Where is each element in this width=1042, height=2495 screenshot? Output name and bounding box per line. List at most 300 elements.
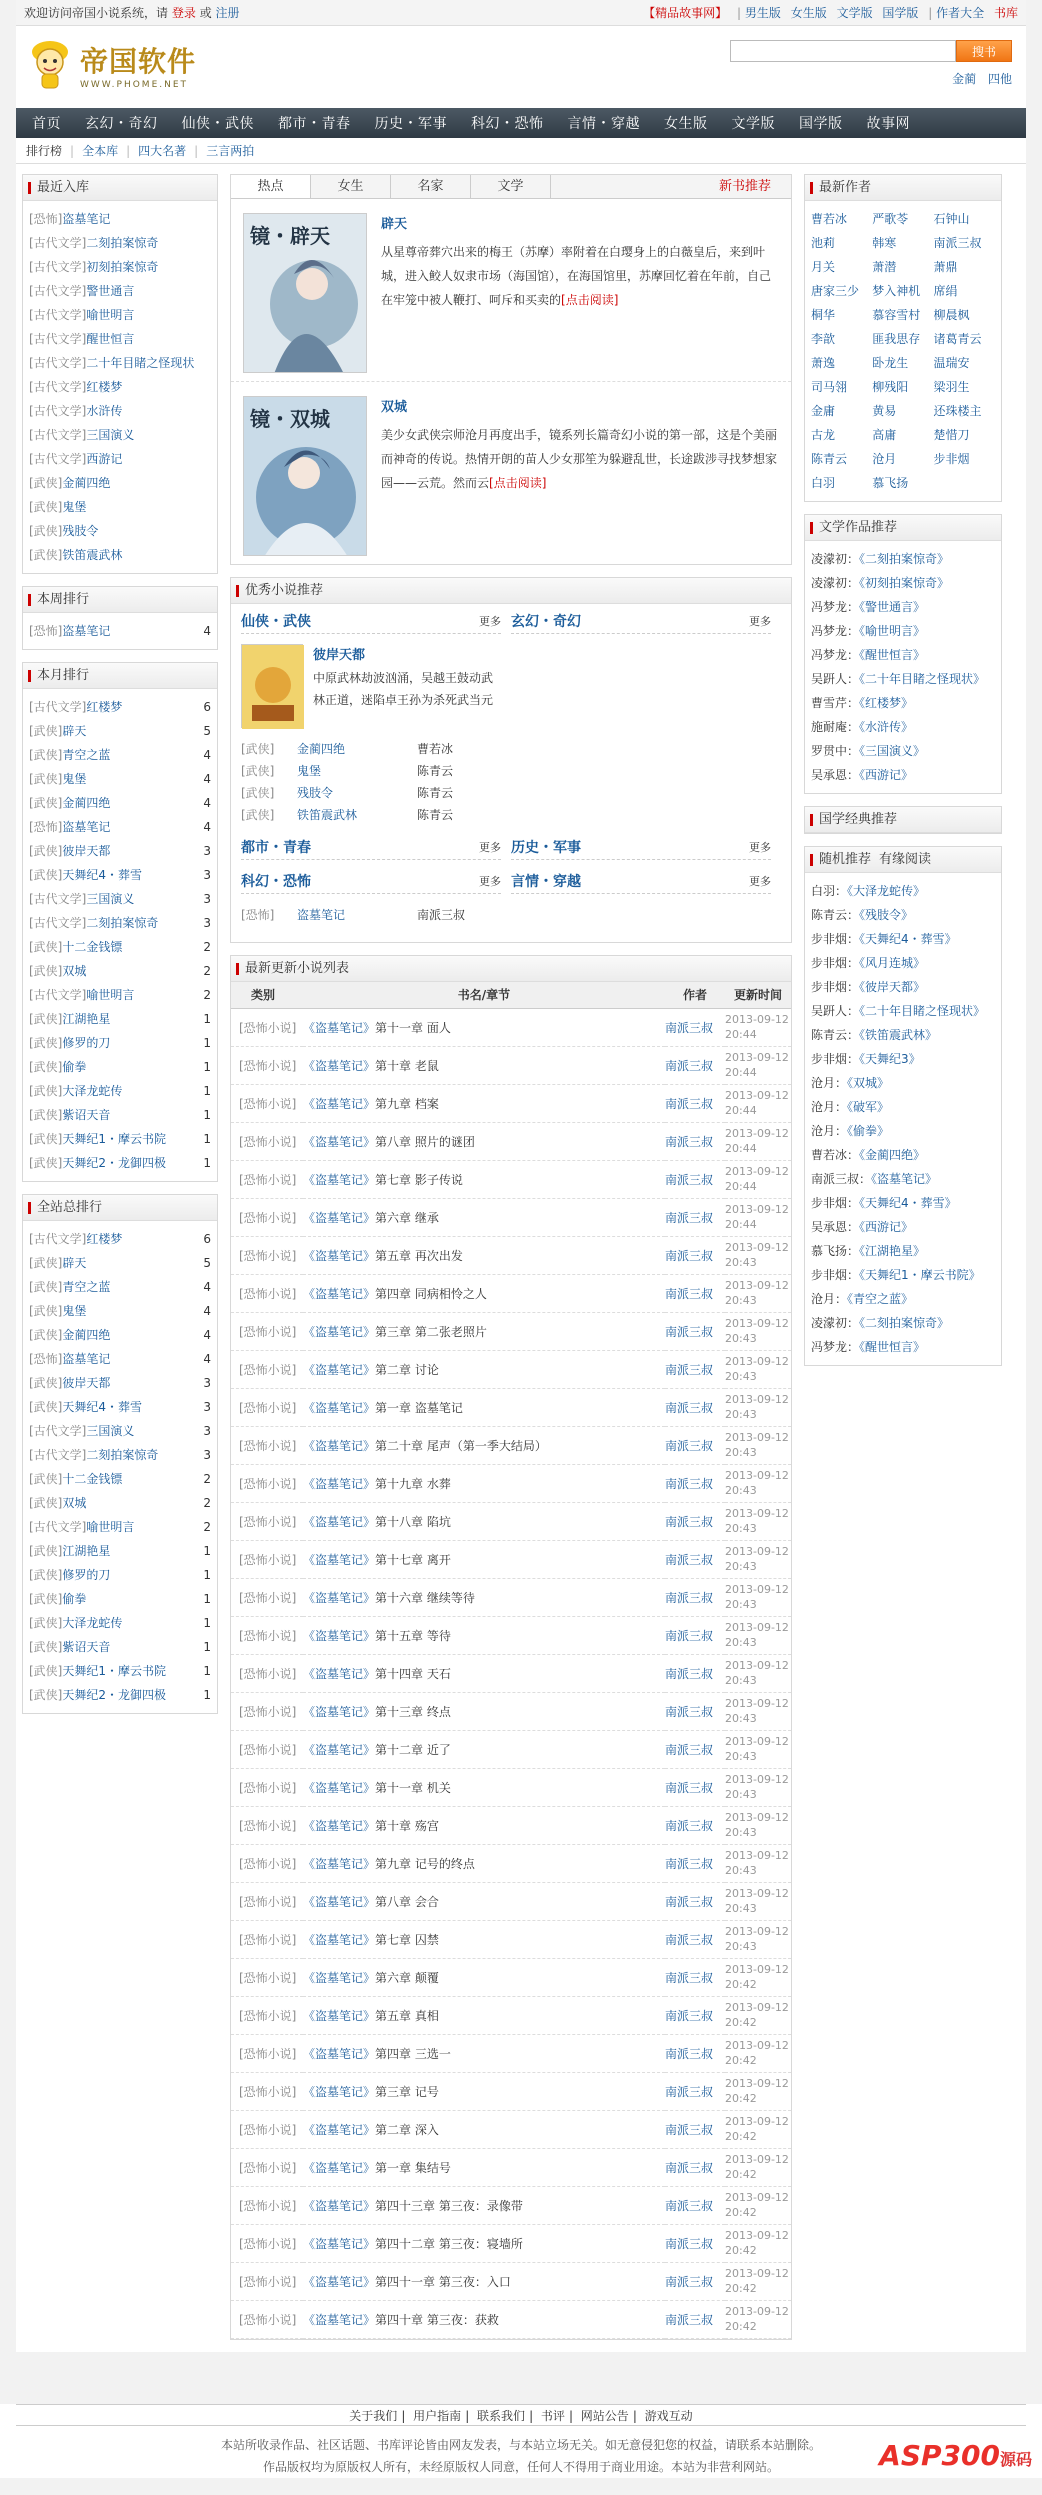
row-category[interactable]: [恐怖小说] [231,2224,303,2262]
row-category[interactable]: [恐怖小说] [231,1312,303,1350]
item-author[interactable]: 冯梦龙： [811,624,860,638]
row-author[interactable]: 南派三叔 [665,1578,725,1616]
row-author[interactable]: 南派三叔 [665,1502,725,1540]
genre-book-title[interactable]: 彼岸天都 [313,648,366,663]
row-book-title[interactable]: 《盗墓笔记》 [303,2160,376,2175]
author-link[interactable]: 卧龙生 [872,356,909,370]
row-author[interactable]: 陈青云 [417,786,454,800]
row-author[interactable]: 南派三叔 [665,2072,725,2110]
subnav-classics[interactable]: 四大名著 [138,144,187,158]
row-chapter[interactable]: 第八章 会合 [375,1894,439,1909]
item-title[interactable]: 大泽龙蛇传 [62,1616,123,1630]
featured-title-2[interactable]: 双城 [381,400,408,415]
tab-female[interactable]: 女生 [311,175,391,198]
row-category[interactable]: [恐怖小说] [231,1046,303,1084]
item-author[interactable]: 冯梦龙： [811,648,860,662]
row-book-title[interactable]: 《盗墓笔记》 [303,1590,376,1605]
row-author[interactable]: 陈青云 [417,808,454,822]
item-author[interactable]: 冯梦龙： [811,1340,860,1354]
item-title[interactable]: 《江湖艳星》 [859,1244,926,1258]
genre-name[interactable]: 言情・穿越 [511,874,581,890]
tab-hot[interactable]: 热点 [231,175,311,198]
row-chapter[interactable]: 第二十章 尾声（第一季大结局） [375,1438,547,1453]
item-title[interactable]: 《天舞纪4・葬雪》 [859,932,957,946]
item-title[interactable]: 《天舞纪3》 [859,1052,921,1066]
featured-title-1[interactable]: 辟天 [381,217,408,232]
author-link[interactable]: 白羽 [811,476,836,490]
row-book-title[interactable]: 《盗墓笔记》 [303,1172,376,1187]
row-book-title[interactable]: 《盗墓笔记》 [303,1932,376,1947]
subnav-ranking[interactable]: 排行榜 [26,144,63,158]
item-author[interactable]: 曹若冰： [811,1148,860,1162]
top-link-authors[interactable]: 作者大全 [936,6,985,20]
row-chapter[interactable]: 第九章 记号的终点 [375,1856,475,1871]
item-author[interactable]: 沧月： [811,1292,848,1306]
row-author[interactable]: 南派三叔 [665,2034,725,2072]
author-link[interactable]: 温瑞安 [933,356,970,370]
item-title[interactable]: 《天舞纪4・葬雪》 [859,1196,957,1210]
row-chapter[interactable]: 第一章 集结号 [375,2160,451,2175]
row-category[interactable]: [恐怖小说] [231,1464,303,1502]
book-cover-2[interactable] [243,396,367,556]
row-category[interactable]: [恐怖小说] [231,1426,303,1464]
row-author[interactable]: 曹若冰 [417,742,454,756]
row-author[interactable]: 南派三叔 [665,1920,725,1958]
row-chapter[interactable]: 第十九章 水葬 [375,1476,451,1491]
genre-name[interactable]: 仙侠・武侠 [241,614,311,630]
row-book-title[interactable]: 《盗墓笔记》 [303,1780,376,1795]
row-chapter[interactable]: 第二章 讨论 [375,1362,439,1377]
item-author[interactable]: 凌濛初： [811,552,860,566]
item-title[interactable]: 天舞纪2・龙御四极 [62,1688,167,1702]
item-title[interactable]: 江湖艳星 [62,1012,111,1026]
row-chapter[interactable]: 第四章 同病相怜之人 [375,1286,487,1301]
item-title[interactable]: 修罗的刀 [62,1568,111,1582]
item-title[interactable]: 《金蔺四绝》 [859,1148,926,1162]
item-title[interactable]: 西游记 [86,452,123,466]
item-title[interactable]: 偷拳 [62,1060,87,1074]
item-title[interactable]: 鬼堡 [62,1304,87,1318]
item-author[interactable]: 凌濛初： [811,1316,860,1330]
row-book-title[interactable]: 《盗墓笔记》 [303,2122,376,2137]
item-author[interactable]: 沧月： [811,1100,848,1114]
item-author[interactable]: 步非烟： [811,1052,860,1066]
author-link[interactable]: 月关 [811,260,836,274]
nav-lishi[interactable]: 历史・军事 [374,116,447,132]
item-author[interactable]: 吴趼人： [811,1004,860,1018]
read-link-2[interactable]: [点击阅读] [489,476,547,490]
author-link[interactable]: 石钟山 [933,212,970,226]
item-title[interactable]: 天舞纪2・龙御四极 [62,1156,167,1170]
row-book-title[interactable]: 《盗墓笔记》 [303,1970,376,1985]
item-title[interactable]: 喻世明言 [86,1520,135,1534]
item-title[interactable]: 天舞纪4・葬雪 [62,1400,143,1414]
item-author[interactable]: 南派三叔： [811,1172,872,1186]
row-book-title[interactable]: 《盗墓笔记》 [303,1058,376,1073]
item-author[interactable]: 步非烟： [811,956,860,970]
item-title[interactable]: 十二金钱镖 [62,940,123,954]
item-title[interactable]: 铁笛震武林 [62,548,123,562]
row-author[interactable]: 南派三叔 [665,2186,725,2224]
item-title[interactable]: 辟天 [62,1256,87,1270]
row-category[interactable]: [恐怖小说] [231,1844,303,1882]
row-author[interactable]: 陈青云 [417,764,454,778]
row-category[interactable]: [恐怖小说] [231,2110,303,2148]
author-link[interactable]: 金庸 [811,404,836,418]
row-book-title[interactable]: 《盗墓笔记》 [303,1666,376,1681]
tab-famous[interactable]: 名家 [391,175,471,198]
row-author[interactable]: 南派三叔 [665,1768,725,1806]
item-author[interactable]: 陈青云： [811,908,860,922]
row-book-title[interactable]: 《盗墓笔记》 [303,2236,376,2251]
author-link[interactable]: 唐家三少 [811,284,860,298]
item-title[interactable]: 《盗墓笔记》 [871,1172,938,1186]
item-author[interactable]: 吴承恩： [811,1220,860,1234]
item-title[interactable]: 《偷拳》 [847,1124,890,1138]
author-link[interactable]: 还珠楼主 [933,404,982,418]
item-title[interactable]: 《醒世恒言》 [859,1340,926,1354]
item-author[interactable]: 步非烟： [811,1268,860,1282]
author-link[interactable]: 池莉 [811,236,836,250]
row-book-title[interactable]: 《盗墓笔记》 [303,1248,376,1263]
row-book-title[interactable]: 《盗墓笔记》 [303,1096,376,1111]
row-author[interactable]: 南派三叔 [665,2300,725,2338]
row-chapter[interactable]: 第三章 记号 [375,2084,439,2099]
item-title[interactable]: 《西游记》 [859,768,914,782]
item-title[interactable]: 《残肢令》 [859,908,914,922]
row-category[interactable]: [恐怖小说] [231,1236,303,1274]
row-book-title[interactable]: 《盗墓笔记》 [303,2274,376,2289]
genre-name[interactable]: 科幻・恐怖 [241,874,311,890]
row-category[interactable]: [恐怖小说] [231,1768,303,1806]
row-category[interactable]: [恐怖小说] [231,1692,303,1730]
row-book-title[interactable]: 《盗墓笔记》 [303,1210,376,1225]
item-title[interactable]: 彼岸天都 [62,844,111,858]
more-link[interactable]: 更多 [749,875,771,888]
read-link-1[interactable]: [点击阅读] [561,293,619,307]
item-title[interactable]: 盗墓笔记 [62,1352,111,1366]
item-title[interactable]: 盗墓笔记 [62,820,111,834]
row-book-title[interactable]: 《盗墓笔记》 [303,1514,376,1529]
search-button[interactable]: 搜书 [956,40,1012,62]
row-author[interactable]: 南派三叔 [665,1198,725,1236]
featured-site-link[interactable]: 【精品故事网】 [643,6,728,20]
row-author[interactable]: 南派三叔 [665,1312,725,1350]
item-title[interactable]: 《二刻拍案惊奇》 [859,1316,950,1330]
row-book-title[interactable]: 《盗墓笔记》 [303,1134,376,1149]
row-category[interactable]: [恐怖小说] [231,1198,303,1236]
row-book-title[interactable]: 《盗墓笔记》 [303,1856,376,1871]
row-chapter[interactable]: 第十章 殇宫 [375,1818,439,1833]
row-chapter[interactable]: 第十章 老鼠 [375,1058,439,1073]
row-author[interactable]: 南派三叔 [665,1958,725,1996]
row-author[interactable]: 南派三叔 [665,1654,725,1692]
row-category[interactable]: [恐怖小说] [231,1084,303,1122]
row-author[interactable]: 南派三叔 [665,1806,725,1844]
row-book-title[interactable]: 《盗墓笔记》 [303,1742,376,1757]
row-category[interactable]: [恐怖小说] [231,1274,303,1312]
footer-link-contact[interactable]: 联系我们 [477,2409,526,2423]
row-category[interactable]: [恐怖小说] [231,1350,303,1388]
nav-story[interactable]: 故事网 [866,116,910,132]
item-title[interactable]: 三国演义 [86,892,135,906]
item-title[interactable]: 喻世明言 [86,308,135,322]
item-title[interactable]: 醒世恒言 [86,332,135,346]
row-category[interactable]: [恐怖小说] [231,1920,303,1958]
row-chapter[interactable]: 第三章 第二张老照片 [375,1324,487,1339]
item-title[interactable]: 红楼梦 [86,1232,123,1246]
item-title[interactable]: 二十年目睹之怪现状 [86,356,195,370]
row-chapter[interactable]: 第四十一章 第三夜：入口 [375,2274,511,2289]
row-book-title[interactable]: 《盗墓笔记》 [303,2198,376,2213]
row-category[interactable]: [恐怖小说] [231,1654,303,1692]
row-title[interactable]: 残肢令 [297,786,334,800]
author-link[interactable]: 柳残阳 [872,380,909,394]
item-author[interactable]: 陈青云： [811,1028,860,1042]
item-title[interactable]: 鬼堡 [62,772,87,786]
row-chapter[interactable]: 第十六章 继续等待 [375,1590,475,1605]
author-link[interactable]: 步非烟 [933,452,970,466]
row-category[interactable]: [恐怖小说] [231,1160,303,1198]
subnav-sanyan[interactable]: 三言两拍 [206,144,255,158]
item-title[interactable]: 《初刻拍案惊奇》 [859,576,950,590]
item-title[interactable]: 二刻拍案惊奇 [86,916,159,930]
item-title[interactable]: 《天舞纪1・摩云书院》 [859,1268,981,1282]
row-book-title[interactable]: 《盗墓笔记》 [303,1552,376,1567]
item-title[interactable]: 红楼梦 [86,700,123,714]
item-title[interactable]: 金蔺四绝 [62,1328,111,1342]
top-link-literature[interactable]: 文学版 [836,6,873,20]
footer-link-review[interactable]: 书评 [540,2409,565,2423]
row-author[interactable]: 南派三叔 [665,1844,725,1882]
item-title[interactable]: 双城 [62,1496,87,1510]
footer-link-game[interactable]: 游戏互动 [644,2409,693,2423]
row-book-title[interactable]: 《盗墓笔记》 [303,1704,376,1719]
nav-xuanhuan[interactable]: 玄幻・奇幻 [85,116,158,132]
row-author[interactable]: 南派三叔 [417,908,466,922]
item-title[interactable]: 《红楼梦》 [859,696,914,710]
row-book-title[interactable]: 《盗墓笔记》 [303,2084,376,2099]
row-author[interactable]: 南派三叔 [665,1084,725,1122]
item-title[interactable]: 《西游记》 [859,1220,914,1234]
item-title[interactable]: 《破军》 [847,1100,890,1114]
row-chapter[interactable]: 第十八章 陷坑 [375,1514,451,1529]
more-link[interactable]: 更多 [479,841,501,854]
row-category[interactable]: [恐怖小说] [231,1388,303,1426]
row-author[interactable]: 南派三叔 [665,1350,725,1388]
row-author[interactable]: 南派三叔 [665,2110,725,2148]
item-title[interactable]: 彼岸天都 [62,1376,111,1390]
row-chapter[interactable]: 第六章 继承 [375,1210,439,1225]
item-author[interactable]: 沧月： [811,1076,848,1090]
row-category[interactable]: [恐怖小说] [231,1122,303,1160]
row-chapter[interactable]: 第四章 三选一 [375,2046,451,2061]
row-category[interactable]: [恐怖小说] [231,1730,303,1768]
row-category[interactable]: [恐怖小说] [231,2072,303,2110]
row-chapter[interactable]: 第十一章 机关 [375,1780,451,1795]
item-title[interactable]: 鬼堡 [62,500,87,514]
row-category[interactable]: [恐怖小说] [231,1882,303,1920]
item-title[interactable]: 江湖艳星 [62,1544,111,1558]
item-title[interactable]: 青空之蓝 [62,748,111,762]
nav-literature[interactable]: 文学版 [731,116,775,132]
item-title[interactable]: 水浒传 [86,404,123,418]
row-author[interactable]: 南派三叔 [665,1996,725,2034]
author-link[interactable]: 韩寒 [872,236,897,250]
row-book-title[interactable]: 《盗墓笔记》 [303,2008,376,2023]
nav-home[interactable]: 首页 [32,116,61,132]
row-author[interactable]: 南派三叔 [665,2262,725,2300]
item-author[interactable]: 曹雪芹： [811,696,860,710]
item-title[interactable]: 警世通言 [86,284,135,298]
row-category[interactable]: [恐怖小说] [231,2262,303,2300]
row-book-title[interactable]: 《盗墓笔记》 [303,1020,376,1035]
row-book-title[interactable]: 《盗墓笔记》 [303,1362,376,1377]
author-link[interactable]: 李歆 [811,332,836,346]
item-title[interactable]: 金蔺四绝 [62,796,111,810]
item-title[interactable]: 《双城》 [847,1076,890,1090]
row-chapter[interactable]: 第五章 真相 [375,2008,439,2023]
item-title[interactable]: 《风月连城》 [859,956,926,970]
author-link[interactable]: 匪我思存 [872,332,921,346]
item-title[interactable]: 《水浒传》 [859,720,914,734]
subnav-complete[interactable]: 全本库 [82,144,119,158]
author-link[interactable]: 桐华 [811,308,836,322]
nav-xianxia[interactable]: 仙侠・武侠 [181,116,254,132]
item-title[interactable]: 紫诏天音 [62,1108,111,1122]
more-link[interactable]: 更多 [479,615,501,628]
row-category[interactable]: [恐怖小说] [231,2186,303,2224]
item-title[interactable]: 《青空之蓝》 [847,1292,914,1306]
more-link[interactable]: 更多 [479,875,501,888]
row-category[interactable]: [恐怖小说] [231,1806,303,1844]
item-title[interactable]: 天舞纪1・摩云书院 [62,1132,167,1146]
search-input[interactable] [730,40,956,62]
tab-literature[interactable]: 文学 [471,175,551,198]
lang-link-1[interactable]: 金蔺 [952,72,977,86]
row-chapter[interactable]: 第十二章 近了 [375,1742,451,1757]
row-author[interactable]: 南派三叔 [665,1882,725,1920]
author-link[interactable]: 萧潜 [872,260,897,274]
item-title[interactable]: 《彼岸天都》 [859,980,926,994]
top-link-female[interactable]: 女生版 [790,6,827,20]
row-author[interactable]: 南派三叔 [665,1122,725,1160]
row-author[interactable]: 南派三叔 [665,1616,725,1654]
item-title[interactable]: 天舞纪4・葬雪 [62,868,143,882]
nav-kehuan[interactable]: 科幻・恐怖 [471,116,544,132]
item-author[interactable]: 步非烟： [811,932,860,946]
author-link[interactable]: 司马翎 [811,380,848,394]
row-author[interactable]: 南派三叔 [665,2224,725,2262]
genre-book-cover[interactable] [241,644,303,728]
row-category[interactable]: [恐怖小说] [231,1958,303,1996]
row-chapter[interactable]: 第十四章 天石 [375,1666,451,1681]
nav-yanqing[interactable]: 言情・穿越 [567,116,640,132]
item-title[interactable]: 《二十年目睹之怪现状》 [859,1004,986,1018]
row-category[interactable]: [恐怖小说] [231,1996,303,2034]
item-title[interactable]: 金蔺四绝 [62,476,111,490]
row-book-title[interactable]: 《盗墓笔记》 [303,1438,376,1453]
row-chapter[interactable]: 第一章 盗墓笔记 [375,1400,463,1415]
item-author[interactable]: 吴趼人： [811,672,860,686]
row-chapter[interactable]: 第六章 颠覆 [375,1970,439,1985]
author-link[interactable]: 陈青云 [811,452,848,466]
author-link[interactable]: 梦入神机 [872,284,921,298]
row-category[interactable]: [恐怖小说] [231,1578,303,1616]
item-author[interactable]: 罗贯中： [811,744,860,758]
item-author[interactable]: 步非烟： [811,980,860,994]
row-category[interactable]: [恐怖小说] [231,1008,303,1046]
row-chapter[interactable]: 第十一章 面人 [375,1020,451,1035]
item-title[interactable]: 三国演义 [86,428,135,442]
more-link[interactable]: 更多 [749,615,771,628]
item-title[interactable]: 紫诏天音 [62,1640,111,1654]
register-link[interactable]: 注册 [215,6,240,20]
row-book-title[interactable]: 《盗墓笔记》 [303,1286,376,1301]
item-title[interactable]: 《三国演义》 [859,744,926,758]
item-author[interactable]: 步非烟： [811,1196,860,1210]
item-title[interactable]: 大泽龙蛇传 [62,1084,123,1098]
footer-link-guide[interactable]: 用户指南 [413,2409,462,2423]
row-book-title[interactable]: 《盗墓笔记》 [303,2312,376,2327]
item-title[interactable]: 《二刻拍案惊奇》 [859,552,950,566]
row-chapter[interactable]: 第七章 囚禁 [375,1932,439,1947]
author-link[interactable]: 曹若冰 [811,212,848,226]
row-title[interactable]: 铁笛震武林 [297,808,358,822]
item-title[interactable]: 双城 [62,964,87,978]
row-author[interactable]: 南派三叔 [665,1388,725,1426]
row-book-title[interactable]: 《盗墓笔记》 [303,2046,376,2061]
author-link[interactable]: 诸葛青云 [933,332,982,346]
row-category[interactable]: [恐怖小说] [231,1502,303,1540]
author-link[interactable]: 慕飞扬 [872,476,909,490]
item-title[interactable]: 偷拳 [62,1592,87,1606]
item-title[interactable]: 二刻拍案惊奇 [86,236,159,250]
row-author[interactable]: 南派三叔 [665,1426,725,1464]
item-title[interactable]: 二刻拍案惊奇 [86,1448,159,1462]
row-category[interactable]: [恐怖小说] [231,1616,303,1654]
item-title[interactable]: 天舞纪1・摩云书院 [62,1664,167,1678]
item-title[interactable]: 《警世通言》 [859,600,926,614]
row-book-title[interactable]: 《盗墓笔记》 [303,1818,376,1833]
book-cover-1[interactable] [243,213,367,373]
author-link[interactable]: 萧逸 [811,356,836,370]
item-title[interactable]: 《喻世明言》 [859,624,926,638]
row-author[interactable]: 南派三叔 [665,1464,725,1502]
row-author[interactable]: 南派三叔 [665,1692,725,1730]
author-link[interactable]: 楚惜刀 [933,428,970,442]
item-title[interactable]: 残肢令 [62,524,99,538]
item-title[interactable]: 红楼梦 [86,380,123,394]
row-book-title[interactable]: 《盗墓笔记》 [303,1324,376,1339]
author-link[interactable]: 黄易 [872,404,897,418]
item-author[interactable]: 施耐庵： [811,720,860,734]
author-link[interactable]: 慕容雪村 [872,308,921,322]
row-category[interactable]: [恐怖小说] [231,1540,303,1578]
row-title[interactable]: 金蔺四绝 [297,742,346,756]
row-author[interactable]: 南派三叔 [665,1008,725,1046]
item-author[interactable]: 慕飞扬： [811,1244,860,1258]
item-title[interactable]: 《醒世恒言》 [859,648,926,662]
row-category[interactable]: [恐怖小说] [231,2300,303,2338]
row-author[interactable]: 南派三叔 [665,1274,725,1312]
item-title[interactable]: 青空之蓝 [62,1280,111,1294]
row-category[interactable]: [恐怖小说] [231,2034,303,2072]
row-chapter[interactable]: 第四十章 第三夜：获救 [375,2312,499,2327]
row-chapter[interactable]: 第十七章 离开 [375,1552,451,1567]
row-book-title[interactable]: 《盗墓笔记》 [303,1628,376,1643]
item-title[interactable]: 辟天 [62,724,87,738]
